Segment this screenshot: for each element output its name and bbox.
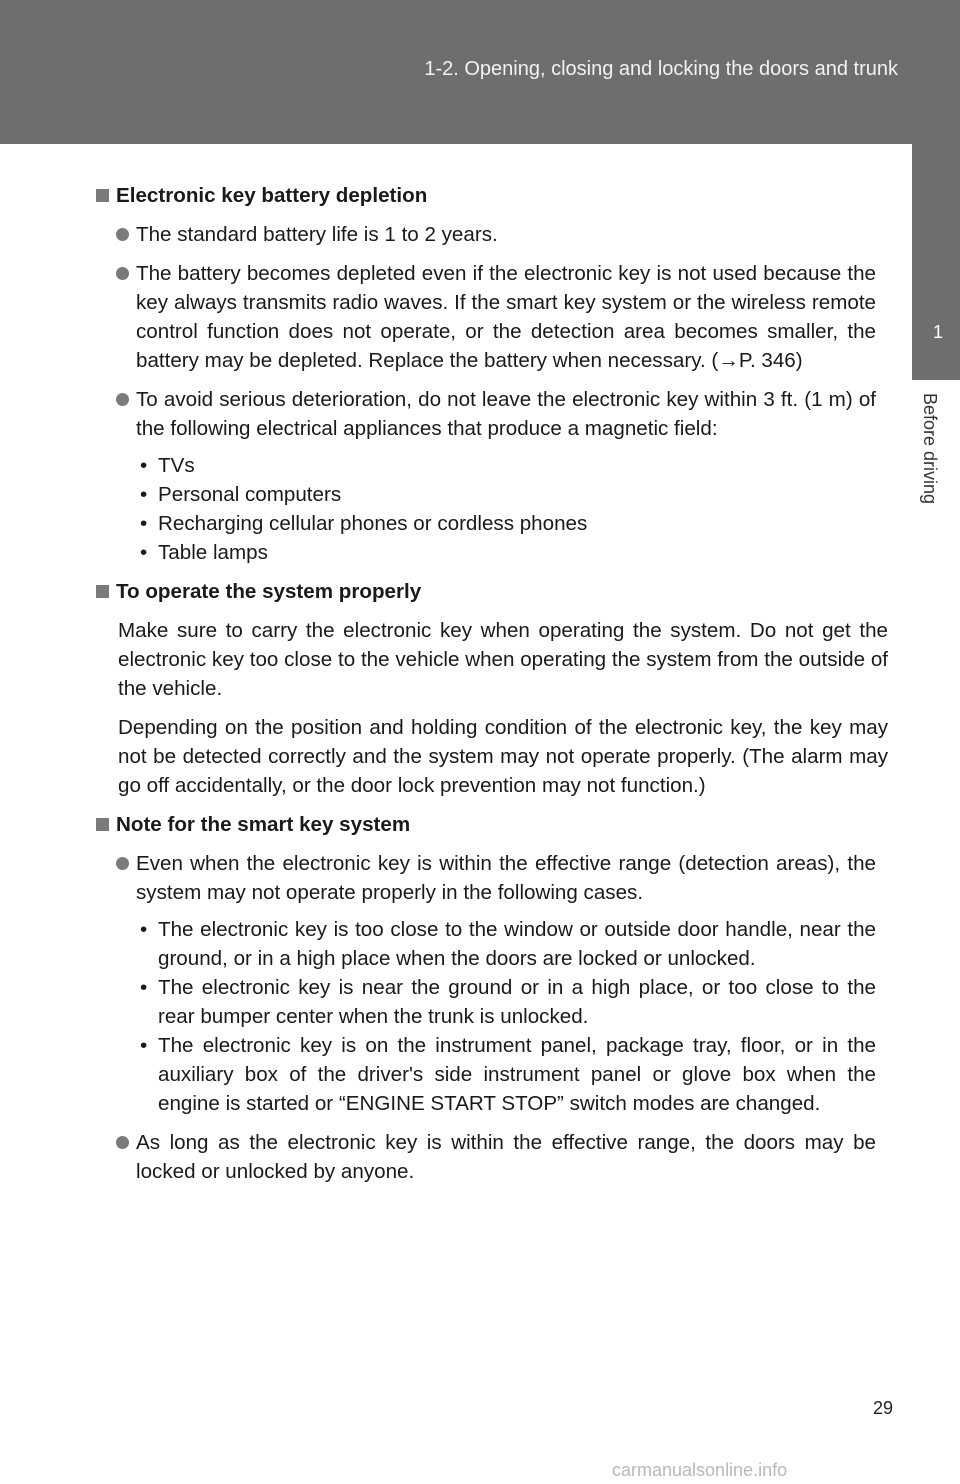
bullet-item: The battery becomes depleted even if the electronic key is not used because the key always transmits radio waves. If the smart key system or the wireless remote control function does not operate, or the detection area becomes smaller, the battery may be depleted. Replace the battery when necessary. (→P. 346) [96,259,888,375]
case-list [96,915,888,1118]
section-heading-battery: Electronic key battery depletion [96,181,888,210]
square-bullet-icon [96,818,109,831]
list-item: • The electronic key is too close to the window or outside door handle, near the ground, or in a high place when the doors are locked or unlocked. [140,918,876,970]
bullet-item: Even when the electronic key is within the effective range (detection areas), the system may not operate properly in the following cases. [96,849,888,907]
chapter-label: Before driving [920,393,940,505]
chapter-number: 1 [932,322,943,342]
bullet-item: As long as the electronic key is within the effective range, the doors may be locked or unlocked by anyone. [96,1128,888,1186]
bullet-item: To avoid serious deterioration, do not leave the electronic key within 3 ft. (1 m) of the following electrical appliances that produce a magnetic field: [96,385,888,443]
list-item: • Personal computers [140,483,342,506]
list-item: • The electronic key is on the instrument panel, package tray, floor, or in the auxiliary box of the driver's side instrument panel or glove box when the engine is started or “ENGINE START STOP” switch modes are changed. [140,1034,876,1115]
section-heading-operate: To operate the system properly [96,577,888,606]
bullet-item: The standard battery life is 1 to 2 years. [96,220,888,249]
paragraph: Depending on the position and holding condition of the electronic key, the key may not be detected correctly and the system may not operate properly. (The alarm may go off accidentally, or the door lock prevention may not function.) [118,716,888,797]
circle-bullet-icon [116,393,129,406]
list-item: • Recharging cellular phones or cordless phones [140,512,588,535]
circle-bullet-icon [116,1136,129,1149]
appliance-list [96,451,888,567]
list-item: • The electronic key is near the ground or in a high place, or too close to the rear bumper center when the trunk is unlocked. [140,976,876,1028]
page-number: 29 [873,1398,894,1418]
list-item: • TVs [140,454,195,477]
page-content [96,181,888,1196]
section-heading-note: Note for the smart key system [96,810,888,839]
page-header [0,0,960,144]
chapter-title: 1-2. Opening, closing and locking the doors and trunk [424,58,898,80]
square-bullet-icon [96,585,109,598]
square-bullet-icon [96,189,109,202]
circle-bullet-icon [116,857,129,870]
list-item: • Table lamps [140,541,268,564]
circle-bullet-icon [116,228,129,241]
watermark: carmanualsonline.info [612,1460,788,1480]
chapter-tab [912,144,960,380]
circle-bullet-icon [116,267,129,280]
paragraph: Make sure to carry the electronic key when operating the system. Do not get the electronic key too close to the vehicle when operating the system from the outside of the vehicle. [118,619,888,700]
